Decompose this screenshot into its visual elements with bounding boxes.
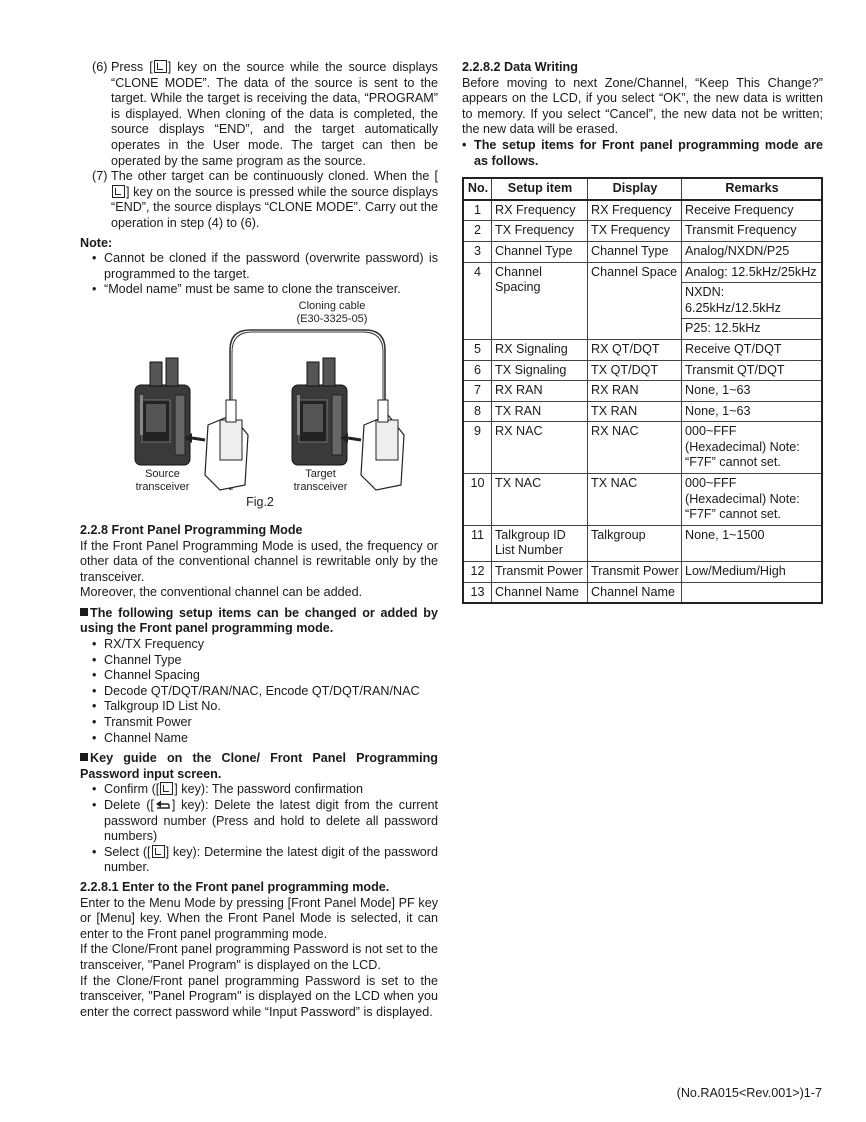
cell-display: RX QT/DQT <box>588 339 682 360</box>
table-row <box>463 221 822 242</box>
cell-remarks: Analog/NXDN/P25 <box>682 241 823 262</box>
key-guide-text-b: ] key): The password confirmation <box>174 782 364 797</box>
cell-display: Channel Name <box>588 582 682 603</box>
cell-display: TX NAC <box>588 474 682 526</box>
key-icon <box>112 185 125 198</box>
key-icon <box>154 60 167 73</box>
cell-remarks: Receive Frequency <box>682 200 823 221</box>
cell-remarks: None, 1~63 <box>682 381 823 402</box>
cell-no: 13 <box>463 582 492 603</box>
table-row <box>463 200 822 221</box>
step-number: (7) <box>92 169 108 184</box>
section-2281-p1: Enter to the Menu Mode by pressing [Front Panel Mode] PF key or [Menu] key. When the Front Panel Mode is selected, it can enter to the Front panel programming mode. <box>80 895 438 941</box>
list-item: • Channel Spacing <box>92 668 438 684</box>
cell-remarks: P25: 12.5kHz <box>682 319 823 340</box>
cell-item: TX NAC <box>492 474 588 526</box>
list-item: • RX/TX Frequency <box>92 637 438 653</box>
cell-remarks: Transmit Frequency <box>682 221 823 242</box>
cell-no: 3 <box>463 241 492 262</box>
key-guide-select <box>92 845 438 876</box>
key-guide-list <box>80 782 438 876</box>
cell-no: 1 <box>463 200 492 221</box>
cell-remarks: Receive QT/DQT <box>682 339 823 360</box>
cell-item: RX Signaling <box>492 339 588 360</box>
step-text-b: ] key on the source is pressed while the source displays “END”, the source displays “CLONE MODE”. Carry out the operation in step (4) to (6). <box>111 184 438 230</box>
cell-item: RX Frequency <box>492 200 588 221</box>
key-guide-delete <box>92 798 438 845</box>
table-row <box>463 241 822 262</box>
cell-display: RX Frequency <box>588 200 682 221</box>
cell-no: 9 <box>463 422 492 474</box>
table-row <box>463 381 822 402</box>
cell-display: TX QT/DQT <box>588 360 682 381</box>
column-header: No. <box>463 178 492 200</box>
table-row <box>463 262 822 283</box>
cell-display: Transmit Power <box>588 562 682 583</box>
step-number: (6) <box>92 60 108 74</box>
section-2281-p2: If the Clone/Front panel programming Password is not set to the transceiver, "Panel Program" is displayed on the LCD. <box>80 942 438 972</box>
cell-item: TX Signaling <box>492 360 588 381</box>
step-text-a: The other target can be continuously cloned. When the [ <box>111 169 438 184</box>
setup-items-intro: • The setup items for Front panel programming mode are as follows. <box>462 138 823 169</box>
step-7 <box>80 169 438 231</box>
setup-items-bullet <box>462 138 823 169</box>
cell-no: 7 <box>463 381 492 402</box>
page-footer: (No.RA015<Rev.001>)1-7 <box>676 1086 822 1100</box>
key-icon <box>152 845 165 858</box>
column-header: Display <box>588 178 682 200</box>
key-guide-text-b: ] key): Determine the latest digit of the password number. <box>104 844 438 875</box>
note-item: • Cannot be cloned if the password (overwrite password) is programmed to the target. <box>92 251 438 282</box>
step-6 <box>80 60 438 169</box>
table-row <box>463 339 822 360</box>
key-guide-text-a: Delete ([ <box>104 798 154 812</box>
cell-remarks: Low/Medium/High <box>682 562 823 583</box>
cell-no: 11 <box>463 525 492 561</box>
setup-items-heading-text: The following setup items can be changed or added by using the Front panel programming mode. <box>80 605 438 636</box>
table-row <box>463 360 822 381</box>
note-item: • “Model name” must be same to clone the transceiver. <box>92 282 438 298</box>
step-text-a: Press [ <box>111 60 153 74</box>
section-2282-title: 2.2.8.2 Data Writing <box>462 60 578 74</box>
section-2281-title: 2.2.8.1 Enter to the Front panel programming mode. <box>80 879 390 894</box>
target-label <box>278 468 363 494</box>
cell-item: RX RAN <box>492 381 588 402</box>
cell-display: Channel Type <box>588 241 682 262</box>
right-column <box>462 60 823 604</box>
source-label <box>120 468 205 494</box>
note-label: Note: <box>80 235 113 250</box>
cell-remarks: Transmit QT/DQT <box>682 360 823 381</box>
cell-remarks: 000~FFF (Hexadecimal) Note: “F7F” cannot set. <box>682 422 823 474</box>
table-row <box>463 401 822 422</box>
cell-display: RX NAC <box>588 422 682 474</box>
list-item: • Channel Name <box>92 731 438 747</box>
cell-display: Channel Space <box>588 262 682 339</box>
list-item: • Talkgroup ID List No. <box>92 699 438 715</box>
cell-remarks: None, 1~1500 <box>682 525 823 561</box>
table-row <box>463 422 822 474</box>
key-guide-text-a: Select ([ <box>104 844 151 859</box>
cell-remarks <box>682 582 823 603</box>
setup-items-table <box>462 177 823 604</box>
setup-items-heading <box>80 606 438 637</box>
list-item: • Decode QT/DQT/RAN/NAC, Encode QT/DQT/RAN/NAC <box>92 684 438 700</box>
cell-display: Talkgroup <box>588 525 682 561</box>
cable-label-line: (E30-3325-05) <box>296 312 368 325</box>
cell-item: Talkgroup ID List Number <box>492 525 588 561</box>
figure-caption: Fig.2 <box>246 494 274 509</box>
cell-item: Channel Spacing <box>492 262 588 339</box>
target-label-line: Target <box>305 467 336 480</box>
section-228-p2: Moreover, the conventional channel can be added. <box>80 585 363 600</box>
cell-no: 10 <box>463 474 492 526</box>
return-key-icon <box>155 800 171 810</box>
list-item: • Transmit Power <box>92 715 438 731</box>
cloning-figure <box>80 300 438 515</box>
target-label-line: transceiver <box>293 480 348 493</box>
note-list <box>80 251 438 298</box>
section-228-p1: If the Front Panel Programming Mode is used, the frequency or other data of the conventional channel is rewritable only by the transceiver. <box>80 538 438 584</box>
table-header-row <box>463 178 822 200</box>
cell-no: 6 <box>463 360 492 381</box>
step-text-b: ] key on the source while the source displays “CLONE MODE”. The data of the source is sent to the target. While the target is receiving the data, “PROGRAM” is displayed. When cloning of the data is completed, the source displays “END”, and the target automatically operates in the User mode. The target can then be operated by the same program as the source. <box>111 60 438 168</box>
cell-no: 12 <box>463 562 492 583</box>
square-bullet-icon <box>80 753 88 761</box>
cable-label <box>272 300 392 326</box>
key-icon <box>160 782 173 795</box>
cell-remarks: Analog: 12.5kHz/25kHz <box>682 262 823 283</box>
section-2281-p3: If the Clone/Front panel programming Password is set to the transceiver, "Panel Program" is displayed on the LCD when you enter the correct password while “Input Password” is displayed. <box>80 973 438 1019</box>
left-column <box>80 60 438 1020</box>
key-guide-confirm <box>92 782 438 798</box>
cell-remarks: NXDN: 6.25kHz/12.5kHz <box>682 283 823 319</box>
table-row <box>463 582 822 603</box>
cell-display: TX RAN <box>588 401 682 422</box>
source-label-line: Source <box>145 467 180 480</box>
cell-item: RX NAC <box>492 422 588 474</box>
cell-item: Channel Name <box>492 582 588 603</box>
cell-item: TX Frequency <box>492 221 588 242</box>
column-header: Setup item <box>492 178 588 200</box>
list-item: • Channel Type <box>92 653 438 669</box>
cell-remarks: None, 1~63 <box>682 401 823 422</box>
section-228-title: 2.2.8 Front Panel Programming Mode <box>80 522 303 537</box>
cable-label-line: Cloning cable <box>298 299 366 312</box>
cell-remarks: 000~FFF (Hexadecimal) Note: “F7F” cannot set. <box>682 474 823 526</box>
table-row <box>463 562 822 583</box>
section-2282-p1: Before moving to next Zone/Channel, “Keep This Change?” appears on the LCD, if you select “OK”, the new data is written to memory. If you select “Cancel”, the new data not be written; the new data will be erased. <box>462 75 823 137</box>
table-row <box>463 525 822 561</box>
key-guide-text-a: Confirm ([ <box>104 782 160 797</box>
cell-no: 8 <box>463 401 492 422</box>
cell-item: Channel Type <box>492 241 588 262</box>
cell-no: 4 <box>463 262 492 339</box>
column-header: Remarks <box>682 178 823 200</box>
cell-display: TX Frequency <box>588 221 682 242</box>
cell-no: 2 <box>463 221 492 242</box>
source-label-line: transceiver <box>135 480 190 493</box>
source-radio-icon <box>135 358 190 465</box>
setup-items-list <box>80 637 438 746</box>
cell-item: Transmit Power <box>492 562 588 583</box>
key-guide-heading <box>80 751 438 782</box>
target-radio-icon <box>292 358 347 465</box>
table-row <box>463 474 822 526</box>
cell-item: TX RAN <box>492 401 588 422</box>
key-guide-text-b: ] key): Delete the latest digit from the current password number (Press and hold to delete all password numbers) <box>104 798 438 844</box>
square-bullet-icon <box>80 608 88 616</box>
key-guide-heading-text: Key guide on the Clone/ Front Panel Programming Password input screen. <box>80 751 438 781</box>
cell-no: 5 <box>463 339 492 360</box>
cell-display: RX RAN <box>588 381 682 402</box>
